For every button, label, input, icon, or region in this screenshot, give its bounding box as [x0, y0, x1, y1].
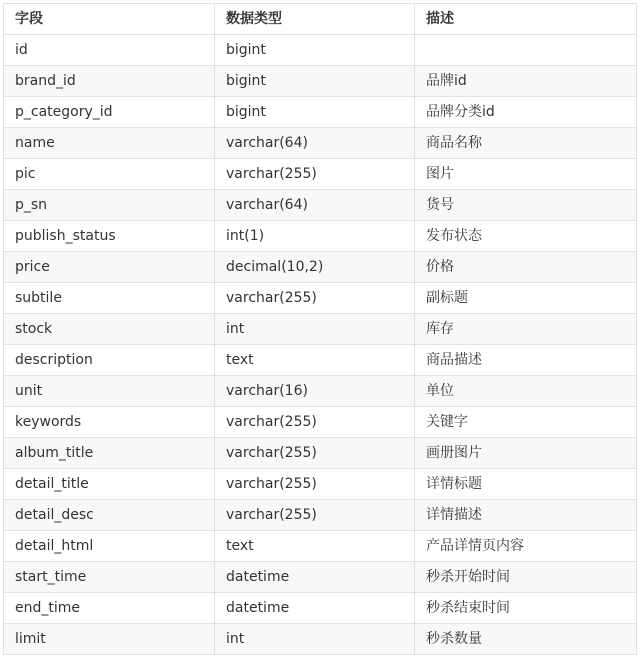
- table-row: [4, 469, 637, 500]
- description-cell: 产品详情页内容: [415, 531, 637, 562]
- table-row: [4, 345, 637, 376]
- field-cell: unit: [4, 376, 215, 407]
- data-type-cell: decimal(10,2): [215, 252, 415, 283]
- table-row: [4, 283, 637, 314]
- description-cell: 图片: [415, 159, 637, 190]
- data-type-cell: int: [215, 314, 415, 345]
- field-cell: detail_html: [4, 531, 215, 562]
- field-cell: stock: [4, 314, 215, 345]
- field-cell: subtile: [4, 283, 215, 314]
- data-type-cell: int(1): [215, 221, 415, 252]
- table-row: [4, 624, 637, 655]
- data-type-cell: bigint: [215, 35, 415, 66]
- table-header: [4, 4, 637, 35]
- description-cell: 商品描述: [415, 345, 637, 376]
- table-row: [4, 593, 637, 624]
- table-row: [4, 562, 637, 593]
- data-type-cell: varchar(255): [215, 500, 415, 531]
- data-type-cell: int: [215, 624, 415, 655]
- table-row: [4, 190, 637, 221]
- description-cell: 秒杀结束时间: [415, 593, 637, 624]
- table-row: [4, 97, 637, 128]
- field-cell: keywords: [4, 407, 215, 438]
- field-cell: brand_id: [4, 66, 215, 97]
- description-cell: [415, 35, 637, 66]
- table-row: [4, 221, 637, 252]
- header-field: 字段: [4, 4, 215, 35]
- data-type-cell: varchar(255): [215, 159, 415, 190]
- table-row: [4, 500, 637, 531]
- data-type-cell: varchar(255): [215, 283, 415, 314]
- field-cell: price: [4, 252, 215, 283]
- data-type-cell: varchar(64): [215, 128, 415, 159]
- table-row: [4, 376, 637, 407]
- data-type-cell: varchar(255): [215, 469, 415, 500]
- field-cell: name: [4, 128, 215, 159]
- header-data-type: 数据类型: [215, 4, 415, 35]
- table-row: [4, 407, 637, 438]
- data-type-cell: varchar(255): [215, 407, 415, 438]
- description-cell: 关键字: [415, 407, 637, 438]
- table-row: [4, 252, 637, 283]
- header-description: 描述: [415, 4, 637, 35]
- table-row: [4, 159, 637, 190]
- table-row: [4, 128, 637, 159]
- description-cell: 单位: [415, 376, 637, 407]
- field-cell: detail_title: [4, 469, 215, 500]
- data-type-cell: varchar(255): [215, 438, 415, 469]
- field-cell: description: [4, 345, 215, 376]
- description-cell: 发布状态: [415, 221, 637, 252]
- description-cell: 品牌id: [415, 66, 637, 97]
- data-type-cell: bigint: [215, 97, 415, 128]
- table-body: [4, 35, 637, 655]
- data-type-cell: varchar(64): [215, 190, 415, 221]
- field-cell: p_sn: [4, 190, 215, 221]
- field-cell: p_category_id: [4, 97, 215, 128]
- field-cell: pic: [4, 159, 215, 190]
- data-type-cell: bigint: [215, 66, 415, 97]
- header-row: [4, 4, 637, 35]
- table-row: [4, 314, 637, 345]
- description-cell: 价格: [415, 252, 637, 283]
- field-cell: start_time: [4, 562, 215, 593]
- description-cell: 品牌分类id: [415, 97, 637, 128]
- table-row: [4, 66, 637, 97]
- description-cell: 画册图片: [415, 438, 637, 469]
- description-cell: 库存: [415, 314, 637, 345]
- data-type-cell: text: [215, 531, 415, 562]
- description-cell: 秒杀开始时间: [415, 562, 637, 593]
- field-cell: id: [4, 35, 215, 66]
- description-cell: 详情描述: [415, 500, 637, 531]
- data-type-cell: text: [215, 345, 415, 376]
- description-cell: 货号: [415, 190, 637, 221]
- table-row: [4, 438, 637, 469]
- field-cell: end_time: [4, 593, 215, 624]
- description-cell: 商品名称: [415, 128, 637, 159]
- table-row: [4, 531, 637, 562]
- description-cell: 详情标题: [415, 469, 637, 500]
- data-type-cell: datetime: [215, 593, 415, 624]
- data-type-cell: datetime: [215, 562, 415, 593]
- field-cell: album_title: [4, 438, 215, 469]
- field-cell: limit: [4, 624, 215, 655]
- schema-table-container: [3, 3, 636, 655]
- field-cell: publish_status: [4, 221, 215, 252]
- table-row: [4, 35, 637, 66]
- field-cell: detail_desc: [4, 500, 215, 531]
- description-cell: 副标题: [415, 283, 637, 314]
- description-cell: 秒杀数量: [415, 624, 637, 655]
- data-type-cell: varchar(16): [215, 376, 415, 407]
- schema-table: [3, 3, 637, 655]
